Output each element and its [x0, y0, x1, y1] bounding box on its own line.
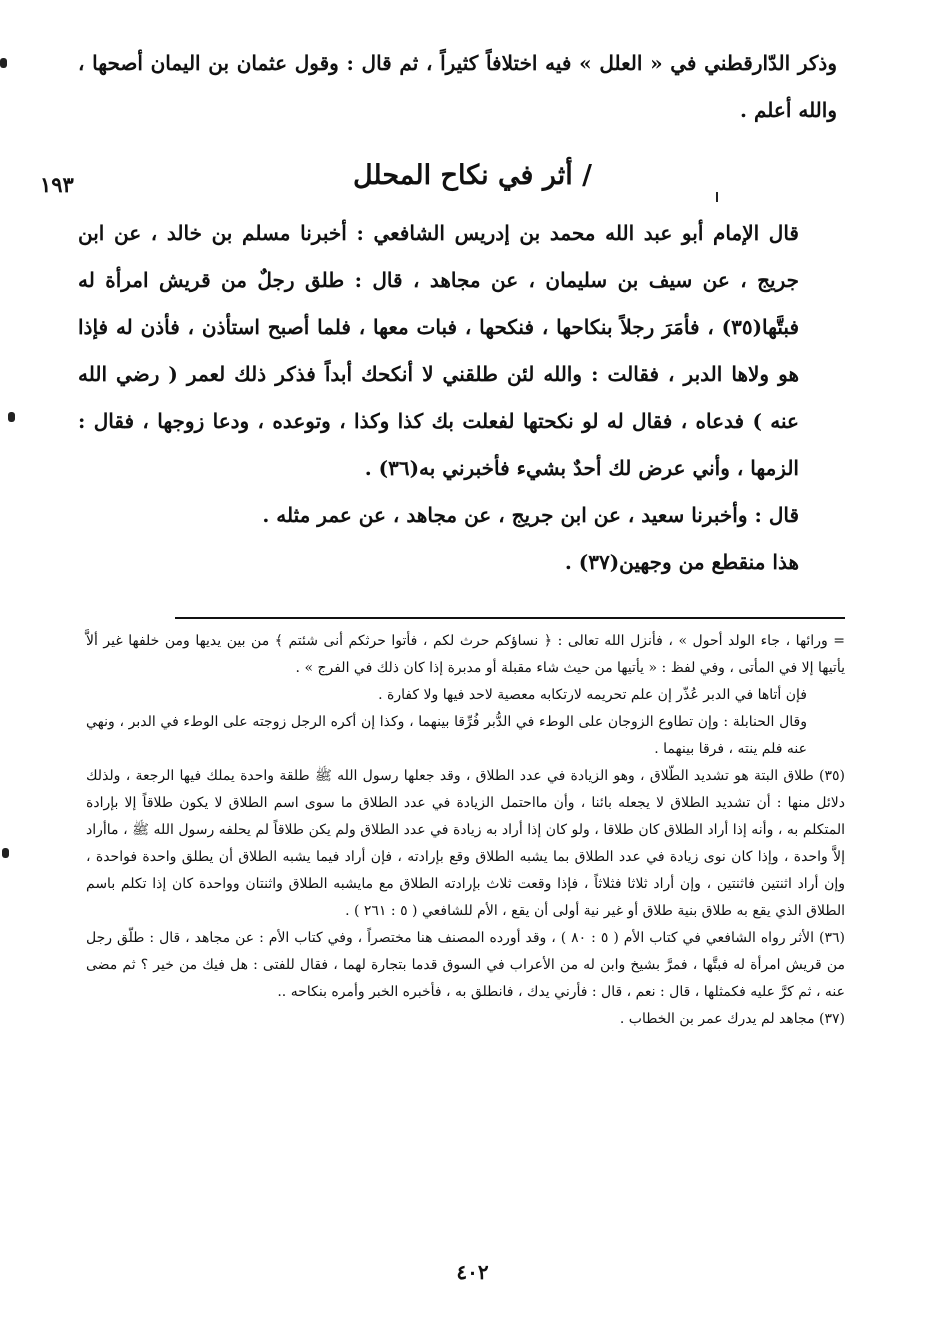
top-paragraph-block — [78, 40, 837, 134]
footnote: = ورائها ، جاء الولد أحول » ، فأنزل الله تعالى : ﴿ نساؤكم حرث لكم ، فأتوا حرثكم أنى شئتم ﴾ من بين يديها ومن خلفها غير ألاَّ يأتيها إلا في المأتى ، وفي لفظ : « يأتيها من حيث شاء مقبلة أو مدبرة إذا كان ذلك في الفرج » . — [86, 633, 845, 676]
footnote: (٣٧) مجاهد لم يدرك عمر بن الخطاب . — [619, 1011, 845, 1027]
body-paragraph: هذا منقطع من وجهين(٣٧) . — [564, 550, 799, 574]
scan-mark — [8, 412, 15, 422]
margin-page-number: ١٩٣ — [40, 172, 74, 197]
main-text-block — [78, 210, 837, 586]
scan-mark — [2, 848, 9, 858]
margin-tick-mark — [716, 192, 718, 202]
footnote-separator — [175, 617, 845, 619]
top-paragraph: وذكر الدّارقطني في « العلل » فيه اختلافاً كثيراً ، ثم قال : وقول عثمان بن اليمان أصحها ، والله أعلم . — [78, 51, 837, 122]
scan-mark — [0, 58, 7, 68]
body-paragraph: قال : وأخبرنا سعيد ، عن ابن جريج ، عن مجاهد ، عن عمر مثله . — [262, 503, 799, 527]
footnote: (٣٥) طلاق البتة هو تشديد الطّلاق ، وهو الزيادة في عدد الطلاق ، وقد جعلها رسول الله ﷺ طلقة واحدة يملك فيها الرجعة ، ولذلك دلائل منها : أن تشديد الطلاق لا يجعله بائنا ، وأن مااحتمل الزيادة في عدد الطلاق ما سوى اسم الطلاق لا يكون طلاقاً إلا بإرادة المتكلم به ، وأنه إذا أراد الطلاق كان طلاقا ، ولو كان إذا أراد به زيادة في عدد الطلاق ولم يكن طلاقاً لم يحلفه رسول الله ﷺ ، ماأراد إلاَّ واحدة ، وإذا كان نوى زيادة في عدد الطلاق بما يشبه الطلاق وقع بإرادته ، فإن أراد فيما يشبه الطلاق أن يطلق واحدة فواحدة ، وإن أراد اثنتين فاثنتين ، وإن أراد ثلاثا فثلاثاً ، فإذا وقعت ثلاث بإرادته الطلاق مع مايشبه الطلاق واثنتان وواحدة كان إذا تكلم باسم الطلاق الذي يقع به طلاق بنية طلاق أو غير نية أولى أن يقع ، الأم للشافعي ( ٥ : ٢٦١ ) . — [86, 768, 845, 919]
footnotes-block — [86, 628, 845, 1033]
footnote: وقال الحنابلة : وإن تطاوع الزوجان على الوطء في الدُّبر فُرِّقا بينهما ، وكذا إن أكره الرجل زوجته على الوطء في الدبر ، ونهي عنه فلم ينته ، فرقا بينهما . — [86, 714, 807, 757]
page-number: ٤٠٢ — [456, 1260, 489, 1284]
footnote: (٣٦) الأثر رواه الشافعي في كتاب الأم ( ٥ : ٨٠ ) ، وقد أورده المصنف هنا مختصراً ، وفي كتاب الأم : عن مجاهد ، قال : طلّق رجل من قريش امرأة له فبتَّها ، فمرَّ بشيخ وابن له من الأعراب في السوق قدما بتجارة لهما ، فقال للفتى : هل فيك من خير ؟ ثم مضى عنه ، ثم كرَّ عليه فكمثلها ، قال : نعم ، قال : فأرني يدك ، فانطلق به ، فأخبره الخبر وأمره بنكاحه .. — [86, 930, 845, 1000]
section-title: / أثر في نكاح المحلل — [352, 160, 593, 191]
footnote: فإن أتاها في الدبر عُذّر إن علم تحريمه لارتكابه معصية لاحد فيها ولا كفارة . — [378, 687, 807, 703]
body-paragraph: قال الإمام أبو عبد الله محمد بن إدريس الشافعي : أخبرنا مسلم بن خالد ، عن ابن جريج ، عن سيف بن سليمان ، عن مجاهد ، قال : طلق رجلٌ من قريش امرأة له فبتَّها(٣٥) ، فأمَرَ رجلاً بنكاحها ، فنكحها ، فبات معها ، فلما أصبح استأذن ، فأذن له فإذا هو ولاها الدبر ، فقالت : والله لئن طلقني لا أنكحك أبداً فذكر ذلك لعمر ( رضي الله عنه ) فدعاه ، فقال له لو نكحتها لفعلت بك كذا وكذا ، وتوعده ، ودعا زوجها ، فقال : الزمها ، وأني عرض لك أحدٌ بشيء فأخبرني به(٣٦) . — [78, 221, 799, 480]
